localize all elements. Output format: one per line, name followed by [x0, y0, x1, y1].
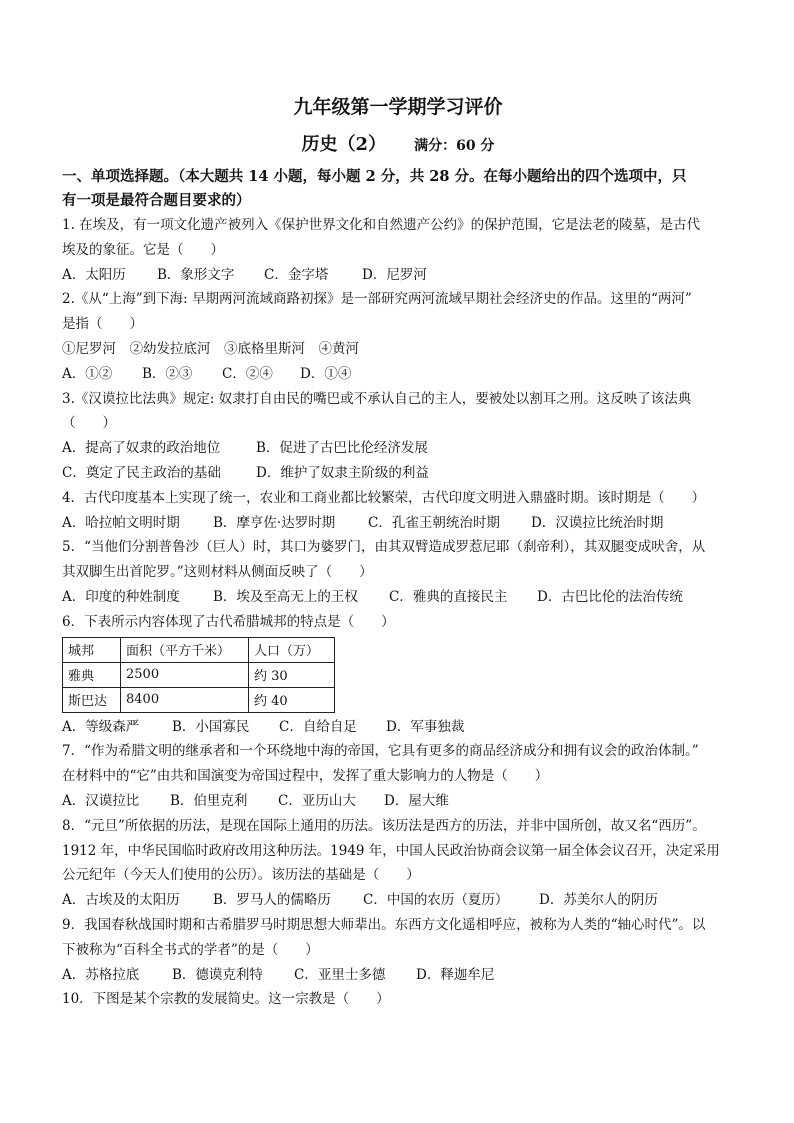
section-heading-line1: 一、单项选择题。（本大题共 14 小题，每小题 2 分，共 28 分。在每小题给出的四个选项中，只 [62, 168, 687, 185]
question-6-stem: 6．下表所示内容体现了古代希腊城邦的特点是（ ） [62, 613, 395, 630]
question-1 [62, 213, 734, 287]
table-header-cell: 面积（平方千米） [121, 637, 249, 662]
question-9 [62, 913, 734, 987]
table-cell: 约 30 [249, 662, 335, 687]
question-7-stem-cont: 在材料中的“它”由共和国演变为帝国过程中，发挥了重大影响力的人物是（ ） [62, 768, 549, 785]
question-3-options-row2 [62, 461, 734, 486]
question-5 [62, 535, 734, 609]
option-c[interactable]: C．雅典的直接民主 [389, 588, 508, 605]
question-3 [62, 387, 734, 486]
question-3-options-row1 [62, 436, 734, 461]
option-b[interactable]: B．埃及至高无上的王权 [213, 588, 358, 605]
question-3-stem-cont: （ ） [62, 415, 116, 432]
option-b[interactable]: B．小国寡民 [172, 718, 250, 735]
question-6 [62, 610, 734, 740]
table-header-cell: 人口（万） [249, 637, 335, 662]
question-1-stem: 1. 在埃及，有一项文化遗产被列入《保护世界文化和自然遗产公约》的保护范围，它是法老的陵墓，是古代 [62, 217, 701, 233]
question-10 [62, 987, 734, 1012]
option-b[interactable]: B．伯里克利 [170, 792, 248, 809]
option-c[interactable]: C．奠定了民主政治的基础 [62, 464, 221, 481]
option-d[interactable]: D．古巴比伦的法治传统 [537, 588, 683, 605]
full-score: 满分：60 分 [414, 138, 495, 154]
option-a[interactable]: A．苏格拉底 [62, 966, 140, 983]
option-b[interactable]: B．促进了古巴比伦经济发展 [256, 440, 428, 457]
table-header-row [63, 637, 335, 662]
option-a[interactable]: A．印度的种姓制度 [62, 588, 180, 605]
question-10-stem: 10．下图是某个宗教的发展简史。这一宗教是（ ） [62, 991, 390, 1008]
question-8-stem-cont2: 公元纪年（今天人们使用的公历）。该历法的基础是（ ） [62, 867, 420, 884]
question-4-options [62, 511, 734, 536]
option-c[interactable]: C．②④ [222, 365, 273, 382]
option-b[interactable]: B．摩亨佐·达罗时期 [213, 514, 336, 531]
option-d[interactable]: D．苏美尔人的阴历 [539, 892, 658, 909]
option-c[interactable]: C．亚里士多德 [294, 966, 386, 983]
question-8-stem-cont: 1912 年，中华民国临时政府改用这种历法。1949 年，中国人民政治协商会议第一届全体会议召开，决定采用 [62, 842, 720, 859]
section-heading-line2: 有一项是最符合题目要求的） [62, 192, 251, 209]
table-cell: 斯巴达 [63, 687, 121, 712]
option-b[interactable]: B．②③ [142, 365, 193, 382]
subject-row [62, 133, 734, 157]
question-2-stem: 2.《从“上海”到下海: 早期两河流域商路初探》是一部研究两河流域早期社会经济史的作品。这里的“两河” [62, 291, 692, 308]
option-b[interactable]: B．象形文字 [157, 266, 235, 283]
question-9-stem-cont: 下被称为“百科全书式的学者”的是（ ） [62, 941, 319, 958]
question-7-options [62, 789, 734, 814]
option-d[interactable]: D．屋大维 [384, 792, 449, 809]
option-a[interactable]: A．等级森严 [62, 718, 140, 735]
option-c[interactable]: C．中国的农历（夏历） [363, 892, 509, 909]
question-7-stem: 7．“作为希腊文明的继承者和一个环绕地中海的帝国，它具有更多的商品经济成分和拥有议会的政治体制。” [62, 743, 699, 760]
option-a[interactable]: A．①② [62, 365, 113, 382]
option-a[interactable]: A．哈拉帕文明时期 [62, 514, 180, 531]
question-1-stem-cont: 埃及的象征。它是（ ） [62, 241, 224, 258]
option-d[interactable]: D．维护了奴隶主阶级的利益 [256, 464, 429, 481]
table-row [63, 687, 335, 712]
question-2-items: ①尼罗河 ②幼发拉底河 ③底格里斯河 ④黄河 [62, 340, 359, 357]
option-a[interactable]: A．太阳历 [62, 266, 126, 283]
option-c[interactable]: C．孔雀王朝统治时期 [368, 514, 500, 531]
option-d[interactable]: D．军事独裁 [386, 718, 465, 735]
option-c[interactable]: C．金字塔 [264, 266, 329, 283]
question-8-stem: 8．“元旦”所依据的历法，是现在国际上通用的历法。该历法是西方的历法，并非中国所创，故又名“西历”。 [62, 817, 706, 834]
table-row [63, 662, 335, 687]
option-c[interactable]: C．亚历山大 [278, 792, 356, 809]
table-cell: 8400 [121, 687, 249, 712]
option-d[interactable]: D．①④ [300, 365, 352, 382]
city-state-table [62, 637, 335, 713]
subject-title: 历史（2） [301, 134, 387, 155]
question-2-stem-cont: 是指（ ） [62, 316, 143, 333]
question-4 [62, 486, 734, 536]
exam-title: 九年级第一学期学习评价 [293, 96, 503, 118]
table-cell: 2500 [121, 662, 249, 687]
question-5-options [62, 585, 734, 610]
table-cell: 约 40 [249, 687, 335, 712]
option-b[interactable]: B．德谟克利特 [172, 966, 263, 983]
question-5-stem-cont: 其双脚生出首陀罗。”这则材料从侧面反映了（ ） [62, 564, 373, 581]
option-d[interactable]: D．尼罗河 [362, 266, 427, 283]
question-8 [62, 814, 734, 913]
question-9-stem: 9．我国春秋战国时期和古希腊罗马时期思想大师辈出。东西方文化遥相呼应，被称为人类的“轴心时代”。以 [62, 916, 706, 933]
question-4-stem: 4．古代印度基本上实现了统一，农业和工商业都比较繁荣，古代印度文明进入鼎盛时期。该时期是（ ） [62, 489, 706, 506]
question-7 [62, 739, 734, 813]
table-cell: 雅典 [63, 662, 121, 687]
option-a[interactable]: A．汉谟拉比 [62, 792, 140, 809]
option-d[interactable]: D．汉谟拉比统治时期 [531, 514, 664, 531]
question-2 [62, 287, 734, 386]
option-b[interactable]: B．罗马人的儒略历 [213, 892, 331, 909]
option-d[interactable]: D．释迦牟尼 [416, 966, 495, 983]
option-c[interactable]: C．自给自足 [279, 718, 357, 735]
question-2-options [62, 362, 734, 387]
question-8-options [62, 888, 734, 913]
question-9-options [62, 963, 734, 988]
option-a[interactable]: A．古埃及的太阳历 [62, 892, 180, 909]
question-6-options [62, 715, 734, 740]
question-1-options [62, 263, 734, 288]
table-header-cell: 城邦 [63, 637, 121, 662]
question-3-stem: 3.《汉谟拉比法典》规定: 奴隶打自由民的嘴巴或不承认自己的主人，要被处以割耳之刑。这反映了该法典 [62, 390, 692, 407]
option-a[interactable]: A．提高了奴隶的政治地位 [62, 440, 221, 457]
question-5-stem: 5．“当他们分割普鲁沙（巨人）时，其口为婆罗门，由其双臂造成罗惹尼耶（刹帝利），其双腿变成吠舍，从 [62, 539, 706, 556]
exam-page [62, 94, 734, 1012]
